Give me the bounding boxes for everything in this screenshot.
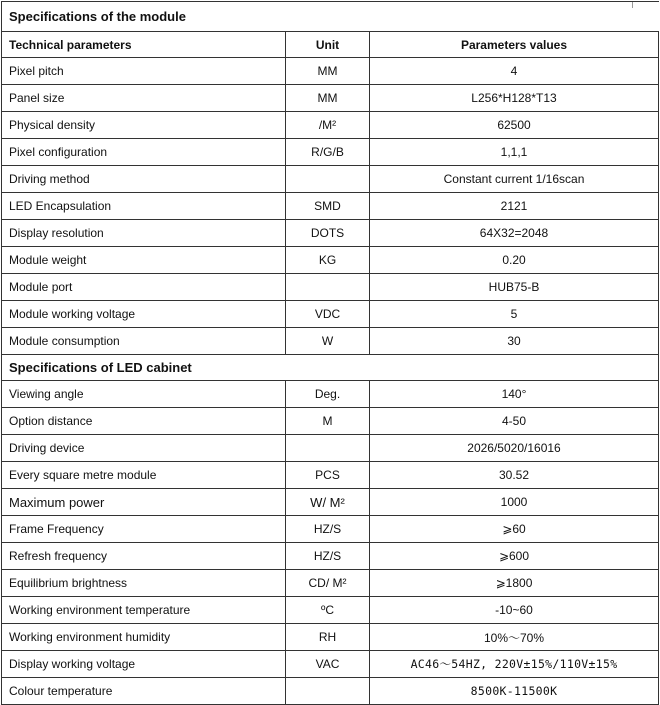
- value-cell: 8500K-11500K: [370, 678, 659, 705]
- unit-cell: Deg.: [286, 381, 370, 408]
- table-row: [2, 274, 659, 301]
- param-cell: Maximum power: [2, 489, 286, 516]
- table-row: [2, 139, 659, 166]
- cabinet-section-title-row: [2, 355, 659, 381]
- value-cell: ⩾600: [370, 543, 659, 570]
- value-cell: 5: [370, 301, 659, 328]
- param-cell: Driving method: [2, 166, 286, 193]
- value-cell: 4: [370, 58, 659, 85]
- value-cell: ⩾1800: [370, 570, 659, 597]
- module-section-title: Specifications of the module: [2, 2, 370, 32]
- table-row: [2, 328, 659, 355]
- value-cell: 1000: [370, 489, 659, 516]
- value-cell: 64X32=2048: [370, 220, 659, 247]
- unit-cell: [286, 678, 370, 705]
- param-cell: Pixel configuration: [2, 139, 286, 166]
- param-cell: Viewing angle: [2, 381, 286, 408]
- table-row: [2, 85, 659, 112]
- value-cell: AC46～54HZ, 220V±15%/110V±15%: [370, 651, 659, 678]
- table-row: [2, 112, 659, 139]
- unit-cell: MM: [286, 85, 370, 112]
- value-cell: Constant current 1/16scan: [370, 166, 659, 193]
- value-cell: 2026/5020/16016: [370, 435, 659, 462]
- unit-cell: CD/ M²: [286, 570, 370, 597]
- param-cell: Driving device: [2, 435, 286, 462]
- header-parameters-values: Parameters values: [370, 32, 659, 58]
- value-cell: L256*H128*T13: [370, 85, 659, 112]
- unit-cell: DOTS: [286, 220, 370, 247]
- unit-cell: MM: [286, 58, 370, 85]
- unit-cell: /M²: [286, 112, 370, 139]
- unit-cell: KG: [286, 247, 370, 274]
- table-row: [2, 516, 659, 543]
- unit-cell: [286, 274, 370, 301]
- unit-cell: PCS: [286, 462, 370, 489]
- table-row: [2, 408, 659, 435]
- value-cell: 1,1,1: [370, 139, 659, 166]
- param-cell: Pixel pitch: [2, 58, 286, 85]
- param-cell: Display resolution: [2, 220, 286, 247]
- value-cell: 2121: [370, 193, 659, 220]
- value-cell: 140°: [370, 381, 659, 408]
- header-row: [2, 32, 659, 58]
- table-row: [2, 597, 659, 624]
- value-cell: 30: [370, 328, 659, 355]
- table-row: [2, 570, 659, 597]
- unit-cell: [286, 435, 370, 462]
- cabinet-section-title: Specifications of LED cabinet: [2, 355, 659, 381]
- table-row: [2, 624, 659, 651]
- param-cell: Working environment humidity: [2, 624, 286, 651]
- unit-cell: M: [286, 408, 370, 435]
- param-cell: Frame Frequency: [2, 516, 286, 543]
- param-cell: Panel size: [2, 85, 286, 112]
- spec-table: [1, 1, 659, 705]
- table-row: [2, 651, 659, 678]
- header-technical-parameters: Technical parameters: [2, 32, 286, 58]
- unit-cell: W: [286, 328, 370, 355]
- unit-cell: W/ M²: [286, 489, 370, 516]
- unit-cell: HZ/S: [286, 516, 370, 543]
- value-cell: 62500: [370, 112, 659, 139]
- value-cell: 4-50: [370, 408, 659, 435]
- param-cell: Colour temperature: [2, 678, 286, 705]
- unit-cell: R/G/B: [286, 139, 370, 166]
- unit-cell: SMD: [286, 193, 370, 220]
- unit-cell: VAC: [286, 651, 370, 678]
- param-cell: Module port: [2, 274, 286, 301]
- table-row: [2, 489, 659, 516]
- unit-cell: RH: [286, 624, 370, 651]
- param-cell: Module consumption: [2, 328, 286, 355]
- param-cell: Refresh frequency: [2, 543, 286, 570]
- table-row: [2, 543, 659, 570]
- table-row: [2, 193, 659, 220]
- table-row: [2, 462, 659, 489]
- table-row: [2, 301, 659, 328]
- value-cell: ⩾60: [370, 516, 659, 543]
- table-row: [2, 58, 659, 85]
- param-cell: Module working voltage: [2, 301, 286, 328]
- param-cell: Physical density: [2, 112, 286, 139]
- title-corner-cell: [370, 2, 659, 32]
- param-cell: LED Encapsulation: [2, 193, 286, 220]
- table-row: [2, 166, 659, 193]
- table-row: [2, 678, 659, 705]
- value-cell: 10%～70%: [370, 624, 659, 651]
- corner-tick: [632, 2, 633, 8]
- table-row: [2, 247, 659, 274]
- module-section-title-row: [2, 2, 659, 32]
- table-row: [2, 220, 659, 247]
- param-cell: Working environment temperature: [2, 597, 286, 624]
- param-cell: Module weight: [2, 247, 286, 274]
- param-cell: Equilibrium brightness: [2, 570, 286, 597]
- value-cell: 30.52: [370, 462, 659, 489]
- value-cell: HUB75-B: [370, 274, 659, 301]
- param-cell: Display working voltage: [2, 651, 286, 678]
- unit-cell: VDC: [286, 301, 370, 328]
- unit-cell: [286, 166, 370, 193]
- param-cell: Option distance: [2, 408, 286, 435]
- header-unit: Unit: [286, 32, 370, 58]
- spec-sheet: [1, 1, 658, 705]
- unit-cell: ºC: [286, 597, 370, 624]
- value-cell: 0.20: [370, 247, 659, 274]
- param-cell: Every square metre module: [2, 462, 286, 489]
- value-cell: -10~60: [370, 597, 659, 624]
- table-row: [2, 435, 659, 462]
- unit-cell: HZ/S: [286, 543, 370, 570]
- table-row: [2, 381, 659, 408]
